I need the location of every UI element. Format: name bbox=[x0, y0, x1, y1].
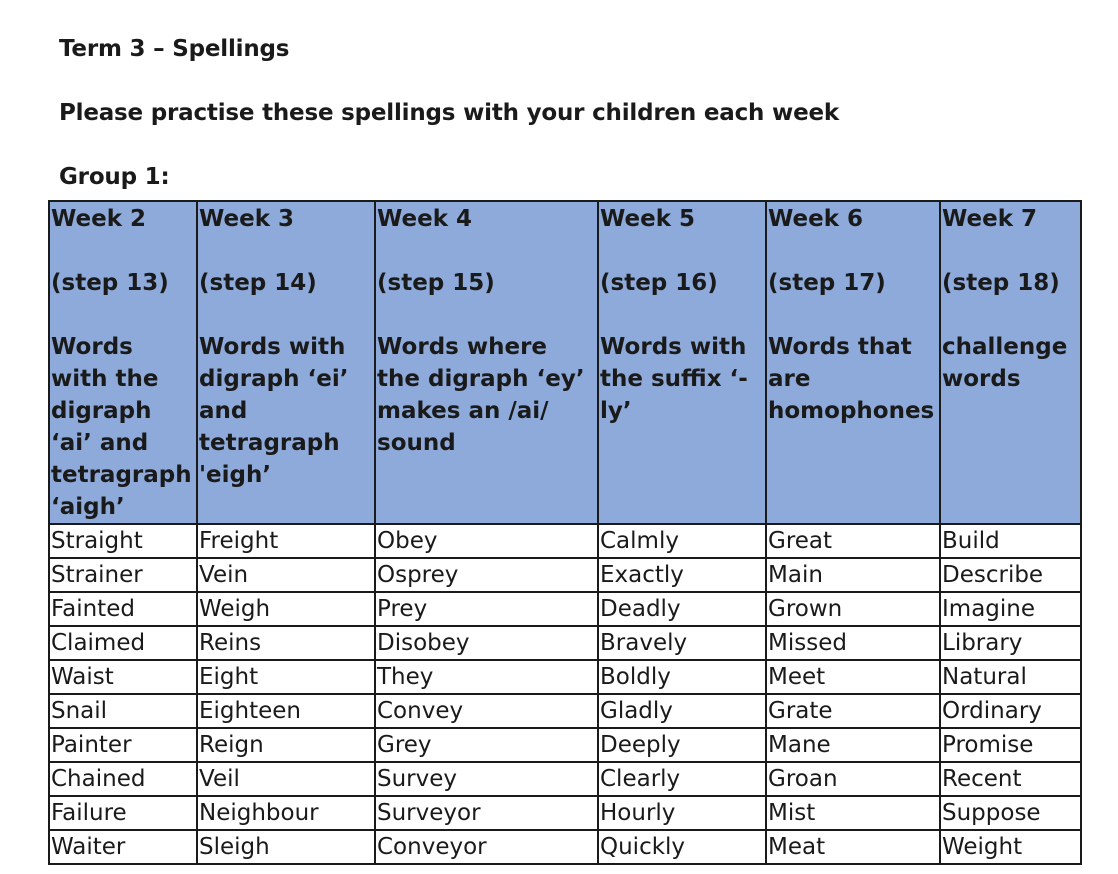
table-row bbox=[49, 728, 1081, 762]
week-header-cell bbox=[940, 201, 1081, 524]
spelling-word-cell: Eighteen bbox=[197, 694, 375, 728]
spelling-word-cell: Clearly bbox=[598, 762, 766, 796]
spelling-word-cell: Snail bbox=[49, 694, 197, 728]
spellings-table bbox=[48, 200, 1082, 865]
spelling-word-cell: Weigh bbox=[197, 592, 375, 626]
table-row bbox=[49, 694, 1081, 728]
week-header-cell bbox=[197, 201, 375, 524]
week-description: challenge words bbox=[942, 334, 1068, 392]
step-label: (step 17) bbox=[768, 270, 886, 296]
spelling-word-cell: Reins bbox=[197, 626, 375, 660]
spelling-word-cell: Meet bbox=[766, 660, 940, 694]
spelling-word-cell: Meat bbox=[766, 830, 940, 864]
spelling-word-cell: Painter bbox=[49, 728, 197, 762]
spelling-word-cell: Grey bbox=[375, 728, 598, 762]
spelling-word-cell: Eight bbox=[197, 660, 375, 694]
spelling-word-cell: Calmly bbox=[598, 524, 766, 558]
spelling-word-cell: Failure bbox=[49, 796, 197, 830]
step-label: (step 13) bbox=[51, 270, 169, 296]
spelling-word-cell: Surveyor bbox=[375, 796, 598, 830]
spelling-word-cell: Conveyor bbox=[375, 830, 598, 864]
spelling-word-cell: Exactly bbox=[598, 558, 766, 592]
spelling-word-cell: Grown bbox=[766, 592, 940, 626]
spelling-word-cell: Deadly bbox=[598, 592, 766, 626]
spelling-word-cell: Recent bbox=[940, 762, 1081, 796]
spelling-word-cell: Deeply bbox=[598, 728, 766, 762]
spelling-word-cell: Straight bbox=[49, 524, 197, 558]
week-description: Words where the digraph ‘ey’ makes an /ai/ sound bbox=[377, 334, 585, 456]
table-row bbox=[49, 558, 1081, 592]
step-label: (step 18) bbox=[942, 270, 1060, 296]
spelling-word-cell: Imagine bbox=[940, 592, 1081, 626]
spelling-word-cell: Boldly bbox=[598, 660, 766, 694]
spelling-word-cell: Library bbox=[940, 626, 1081, 660]
table-header-row bbox=[49, 201, 1081, 524]
table-row bbox=[49, 626, 1081, 660]
spelling-word-cell: Sleigh bbox=[197, 830, 375, 864]
spelling-word-cell: Great bbox=[766, 524, 940, 558]
spelling-word-cell: Main bbox=[766, 558, 940, 592]
week-label: Week 7 bbox=[942, 206, 1038, 232]
spelling-word-cell: Bravely bbox=[598, 626, 766, 660]
spelling-word-cell: Missed bbox=[766, 626, 940, 660]
table-row bbox=[49, 762, 1081, 796]
spelling-word-cell: Gladly bbox=[598, 694, 766, 728]
week-description: Words with the suffix ‘-ly’ bbox=[600, 334, 748, 424]
spelling-word-cell: Strainer bbox=[49, 558, 197, 592]
spelling-word-cell: Fainted bbox=[49, 592, 197, 626]
spelling-word-cell: Veil bbox=[197, 762, 375, 796]
spelling-word-cell: Build bbox=[940, 524, 1081, 558]
week-header-cell bbox=[49, 201, 197, 524]
table-body bbox=[49, 524, 1081, 864]
week-label: Week 3 bbox=[199, 206, 295, 232]
table-row bbox=[49, 660, 1081, 694]
spelling-word-cell: Convey bbox=[375, 694, 598, 728]
spelling-word-cell: Quickly bbox=[598, 830, 766, 864]
spelling-word-cell: Vein bbox=[197, 558, 375, 592]
week-header-cell bbox=[375, 201, 598, 524]
step-label: (step 14) bbox=[199, 270, 317, 296]
spelling-word-cell: Neighbour bbox=[197, 796, 375, 830]
spelling-word-cell: Promise bbox=[940, 728, 1081, 762]
document-title: Term 3 – Spellings bbox=[59, 36, 290, 62]
spelling-word-cell: Freight bbox=[197, 524, 375, 558]
week-label: Week 5 bbox=[600, 206, 696, 232]
week-label: Week 2 bbox=[51, 206, 147, 232]
spelling-word-cell: Mist bbox=[766, 796, 940, 830]
spelling-word-cell: Disobey bbox=[375, 626, 598, 660]
spelling-word-cell: Survey bbox=[375, 762, 598, 796]
spelling-word-cell: Chained bbox=[49, 762, 197, 796]
step-label: (step 15) bbox=[377, 270, 495, 296]
week-header-cell bbox=[766, 201, 940, 524]
spelling-word-cell: Suppose bbox=[940, 796, 1081, 830]
week-label: Week 4 bbox=[377, 206, 473, 232]
table-row bbox=[49, 830, 1081, 864]
step-label: (step 16) bbox=[600, 270, 718, 296]
spelling-word-cell: Mane bbox=[766, 728, 940, 762]
spelling-word-cell: Groan bbox=[766, 762, 940, 796]
spelling-word-cell: Describe bbox=[940, 558, 1081, 592]
spelling-word-cell: Natural bbox=[940, 660, 1081, 694]
spelling-word-cell: Reign bbox=[197, 728, 375, 762]
spelling-word-cell: Grate bbox=[766, 694, 940, 728]
spelling-word-cell: Claimed bbox=[49, 626, 197, 660]
spelling-word-cell: Waiter bbox=[49, 830, 197, 864]
spelling-word-cell: They bbox=[375, 660, 598, 694]
week-description: Words with digraph ‘ei’ and tetragraph 'eigh’ bbox=[199, 334, 349, 488]
spelling-word-cell: Hourly bbox=[598, 796, 766, 830]
instruction-text: Please practise these spellings with your children each week bbox=[59, 100, 839, 126]
spelling-word-cell: Ordinary bbox=[940, 694, 1081, 728]
table-row bbox=[49, 592, 1081, 626]
week-header-cell bbox=[598, 201, 766, 524]
spelling-word-cell: Obey bbox=[375, 524, 598, 558]
spelling-word-cell: Osprey bbox=[375, 558, 598, 592]
table-row bbox=[49, 796, 1081, 830]
spelling-word-cell: Waist bbox=[49, 660, 197, 694]
table-row bbox=[49, 524, 1081, 558]
spelling-word-cell: Prey bbox=[375, 592, 598, 626]
week-label: Week 6 bbox=[768, 206, 864, 232]
group-label: Group 1: bbox=[59, 164, 170, 190]
week-description: Words with the digraph ‘ai’ and tetragraph ‘aigh’ bbox=[51, 334, 192, 520]
week-description: Words that are homophones bbox=[768, 334, 935, 424]
spelling-word-cell: Weight bbox=[940, 830, 1081, 864]
